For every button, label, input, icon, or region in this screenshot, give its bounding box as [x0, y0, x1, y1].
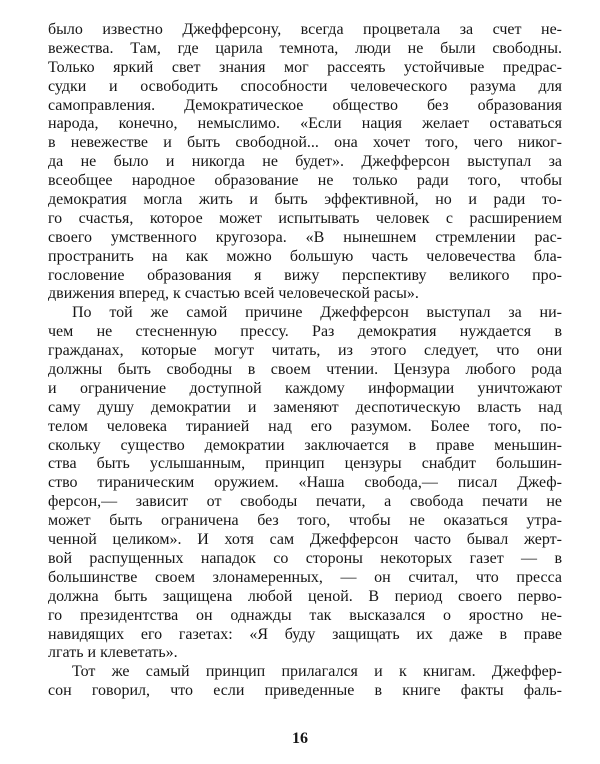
text-line: народа, конечно, немыслимо. «Если нация желает оставаться [48, 115, 562, 133]
text-line: самоправления. Демократическое общество без образования [48, 96, 562, 114]
page-body [48, 21, 562, 701]
text-line: гословение образования я вижу перспективу великого про- [48, 266, 562, 284]
text-line: ства быть услышанным, принцип цензуры снабдит большин- [48, 455, 562, 473]
text-line: ченной целиком». И хотя сам Джефферсон часто бывал жерт- [48, 531, 562, 549]
text-line: должна быть защищена любой ценой. В период своего перво- [48, 587, 562, 605]
text-line: вой распущенных нападок со стороны некоторых газет — в [48, 549, 562, 567]
text-line: го президентства он однажды так высказался о яростно не- [48, 606, 562, 624]
text-line: Тот же самый принцип прилагался и к книгам. Джеффер- [72, 663, 562, 681]
text-line: и ограничение доступной каждому информации уничтожают [48, 379, 562, 397]
text-line: саму душу демократии и заменяют деспотическую власть над [48, 398, 562, 416]
text-line: го счастья, которое может испытывать человек с расширением [48, 209, 562, 227]
text-line: в невежестве и быть свободной... она хочет того, чего никог- [48, 134, 562, 152]
paragraph [48, 304, 562, 663]
text-line: телом человека тиранией над его разумом. Более того, по- [48, 417, 562, 435]
text-line: да не было и никогда не будет». Джефферсон выступал за [48, 153, 562, 171]
text-line: лгать и клеветать». [48, 644, 178, 662]
text-line: вежества. Там, где царила темнота, люди не были свободны. [48, 39, 562, 57]
text-line: должны быть свободны в своем чтении. Цензура любого рода [48, 361, 562, 379]
page-number: 16 [292, 730, 308, 747]
paragraph [48, 663, 562, 701]
text-line: большинстве своем злонамеренных, — он считал, что пресса [48, 568, 562, 586]
text-line: чем не стесненную прессу. Раз демократия нуждается в [48, 323, 562, 341]
text-line: По той же самой причине Джефферсон выступал за ни- [72, 304, 562, 322]
text-line: судки и освободить способности человеческого разума для [48, 77, 562, 95]
text-line: может быть ограничена без того, чтобы не оказаться утра- [48, 512, 562, 530]
text-line: пространить на как можно большую часть человечества бла- [48, 247, 562, 265]
text-line: Только яркий свет знания мог рассеять устойчивые предрас- [48, 58, 562, 76]
text-line: всеобщее народное образование не только ради того, чтобы [48, 172, 562, 190]
text-line: навидящих его газетах: «Я буду защищать их даже в праве [48, 625, 562, 643]
text-line: движения вперед, к счастью всей человеческой расы». [48, 285, 419, 303]
text-line: гражданах, которые могут читать, из этого следует, что они [48, 342, 562, 360]
text-line: сон говорил, что если приведенные в книге факты фаль- [48, 682, 562, 700]
text-line: своего умственного кругозора. «В нынешнем стремлении рас- [48, 228, 562, 246]
text-line: демократия могла жить и быть эффективной, но и ради то- [48, 191, 562, 209]
text-line: было известно Джефферсону, всегда процветала за счет не- [48, 21, 562, 38]
paragraph [48, 21, 562, 304]
text-line: ферсон,— зависит от свободы печати, а свобода печати не [48, 493, 562, 511]
text-line: скольку существо демократии заключается в праве меньшин- [48, 436, 562, 454]
text-line: ство тираническим оружием. «Наша свобода,— писал Джеф- [48, 474, 562, 492]
